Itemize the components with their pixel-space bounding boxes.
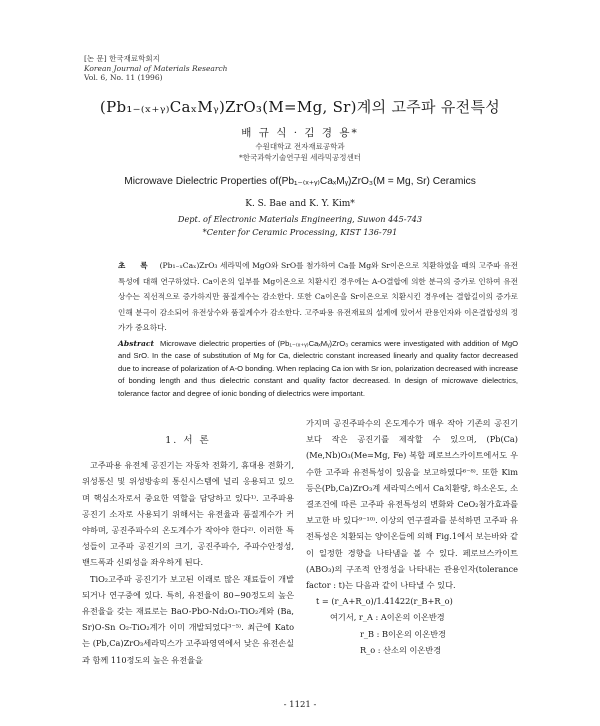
paragraph: 가지며 공진주파수의 온도계수가 매우 작아 기존의 공진기보다 작은 공진기를 제작할 수 있으며, (Pb(Ca)(Me,Nb)O₃(Me=Mg, Fe) 복합 페로브스카이트에서도 우수한 고주파 유전특성이 있음을 보고하였다⁶⁻⁸⁾. 또한 Kim 등은(Pb,Ca)ZrO₃계 세라믹스에서 Ca치환량, 하소온도, 소결조건에 따른 고주파 유전특성의 변화와 CeO₂첨가효과를 보고한 바 있다⁹⁻¹⁰⁾. 이상의 연구결과를 분석하면 고주파 유전특성은 치환되는 양이온들에 의해 Fig.1에서 보는바와 같이 일정한 경향을 나타냄을 볼 수 있다. 페로브스카이트(ABO₃)의 구조적 안정성을 나타내는 관용인자(tolerance factor : t)는 다음과 같이 나타낼 수 있다.	[306, 418, 518, 591]
journal-volume: Vol. 6, No. 11 (1996)	[84, 73, 163, 82]
abstract-ko-label: 초 록	[118, 261, 154, 270]
affiliation-korean	[0, 141, 600, 163]
paragraph: 고주파용 유전체 공진기는 자동차 전화기, 휴대용 전화기, 위성통신 및 위성방송의 통신시스템에 널리 응용되고 있으며 핵심소자로서 중요한 역할을 담당하고 있다¹⁾. 고주파용 공진기 소자로 사용되기 위해서는 유전율과 품질계수가 커야하며, 공진주파수의 온도계수가 작아야 한다²⁾. 이러한 특성들이 고주파 공진기의 크기, 공진주파수, 주파수안정성, 밴드폭과 신뢰성을 좌우하게 된다.	[82, 460, 294, 568]
abstract-en-text: Microwave dielectric properties of (Pb₁₋₍ₓ₊ᵧ₎CaₓMᵧ)ZrO₃ ceramics were investigated with addition of MgO and SrO. In the case of substitution of Mg for Ca, dielectric constant increased linearly and quality factor decreased due to increase of polarization of A-O bonding. When replacing Ca ion with Sr ion, polarization decreased with increase of bonding length and thus dielectric constant and quality factor decreased. In design of microwave dielectrics, tolerance factor and degree of ionic bonding of dielectrics were important.	[118, 339, 518, 398]
journal-type: [논 문] 한국재료학회지	[84, 54, 160, 63]
definition-line: r_B : B이온의 이온반경	[360, 628, 446, 639]
abstract-en-label: Abstract	[118, 339, 155, 348]
authors-english: K. S. Bae and K. Y. Kim*	[245, 199, 355, 209]
right-column	[306, 415, 518, 658]
section-heading: 1. 서 론	[165, 435, 211, 446]
authors-korean: 배 규 식 · 김 경 용*	[241, 127, 359, 139]
affiliation-en-2: *Center for Ceramic Processing, KIST 136-791	[202, 227, 398, 237]
definition-line: R_o : 산소의 이온반경	[360, 644, 442, 655]
paragraph: TiO₂고주파 공진기가 보고된 이래로 많은 재료들이 개발되거나 연구중에 있다. 특히, 유전율이 80~90정도의 높은 유전율을 갖는 재료로는 BaO-PbO-Nd₂O₃-TiO₂계와 (Ba, Sr)O-Sn O₂-TiO₂계가 이미 개발되었다³⁻⁵⁾. 최근에 Kato는 (Pb,Ca)ZrO₃세라믹스가 고주파영역에서 낮은 유전손실과 함께 110정도의 높은 유전율을	[82, 573, 294, 665]
left-column	[82, 433, 294, 668]
abstract-korean	[118, 258, 518, 336]
journal-header	[84, 54, 227, 83]
definition-line: 여기서, r_A : A이온의 이온반경	[330, 612, 445, 623]
tolerance-formula: t = (r_A+R_o)/1.41422(r_B+R_o)	[316, 596, 453, 607]
affiliation-en-1: Dept. of Electronic Materials Engineering, Suwon 445-743	[177, 214, 423, 224]
title-korean: (Pb₁₋₍ₓ₊ᵧ₎CaₓMᵧ)ZrO₃(M=Mg, Sr)계의 고주파 유전특성	[99, 98, 501, 116]
affiliation-ko-1: 수원대학교 전자재료공학과	[255, 142, 345, 151]
abstract-ko-text: (Pb₁₋ₓCaₓ)ZrO₃ 세라믹에 MgO와 SrO를 첨가하여 Ca를 Mg와 Sr이온으로 치환하였을 때의 고주파 유전특성에 대해 연구하였다. Ca이온의 일부를 Mg이온으로 치환시킨 경우에는 A-O결합에 의한 분극의 증가로 인하여 유전상수는 직선적으로 증가하지만 품질계수는 감소한다. 또한 Ca이온을 Sr이온으로 치환시킨 경우에는 결합길이의 증가로 인해 분극이 감소되어 유전상수와 품질계수가 감소한다. 고주파용 유전재료의 설계에 있어서 관용인자와 이온결합성의 정가가 중요하다.	[118, 261, 518, 333]
abstract-english	[118, 338, 518, 400]
page-number: - 1121 -	[283, 700, 317, 710]
affiliation-ko-2: *한국과학기술연구원 세라믹공정센터	[238, 153, 362, 162]
title-english: Microwave Dielectric Properties of(Pb₁₋₍ₓ₊ᵧ₎CaₓMᵧ)ZrO₃(M = Mg, Sr) Ceramics	[124, 176, 476, 187]
affiliation-english	[0, 213, 600, 239]
journal-name: Korean Journal of Materials Research	[84, 63, 228, 73]
